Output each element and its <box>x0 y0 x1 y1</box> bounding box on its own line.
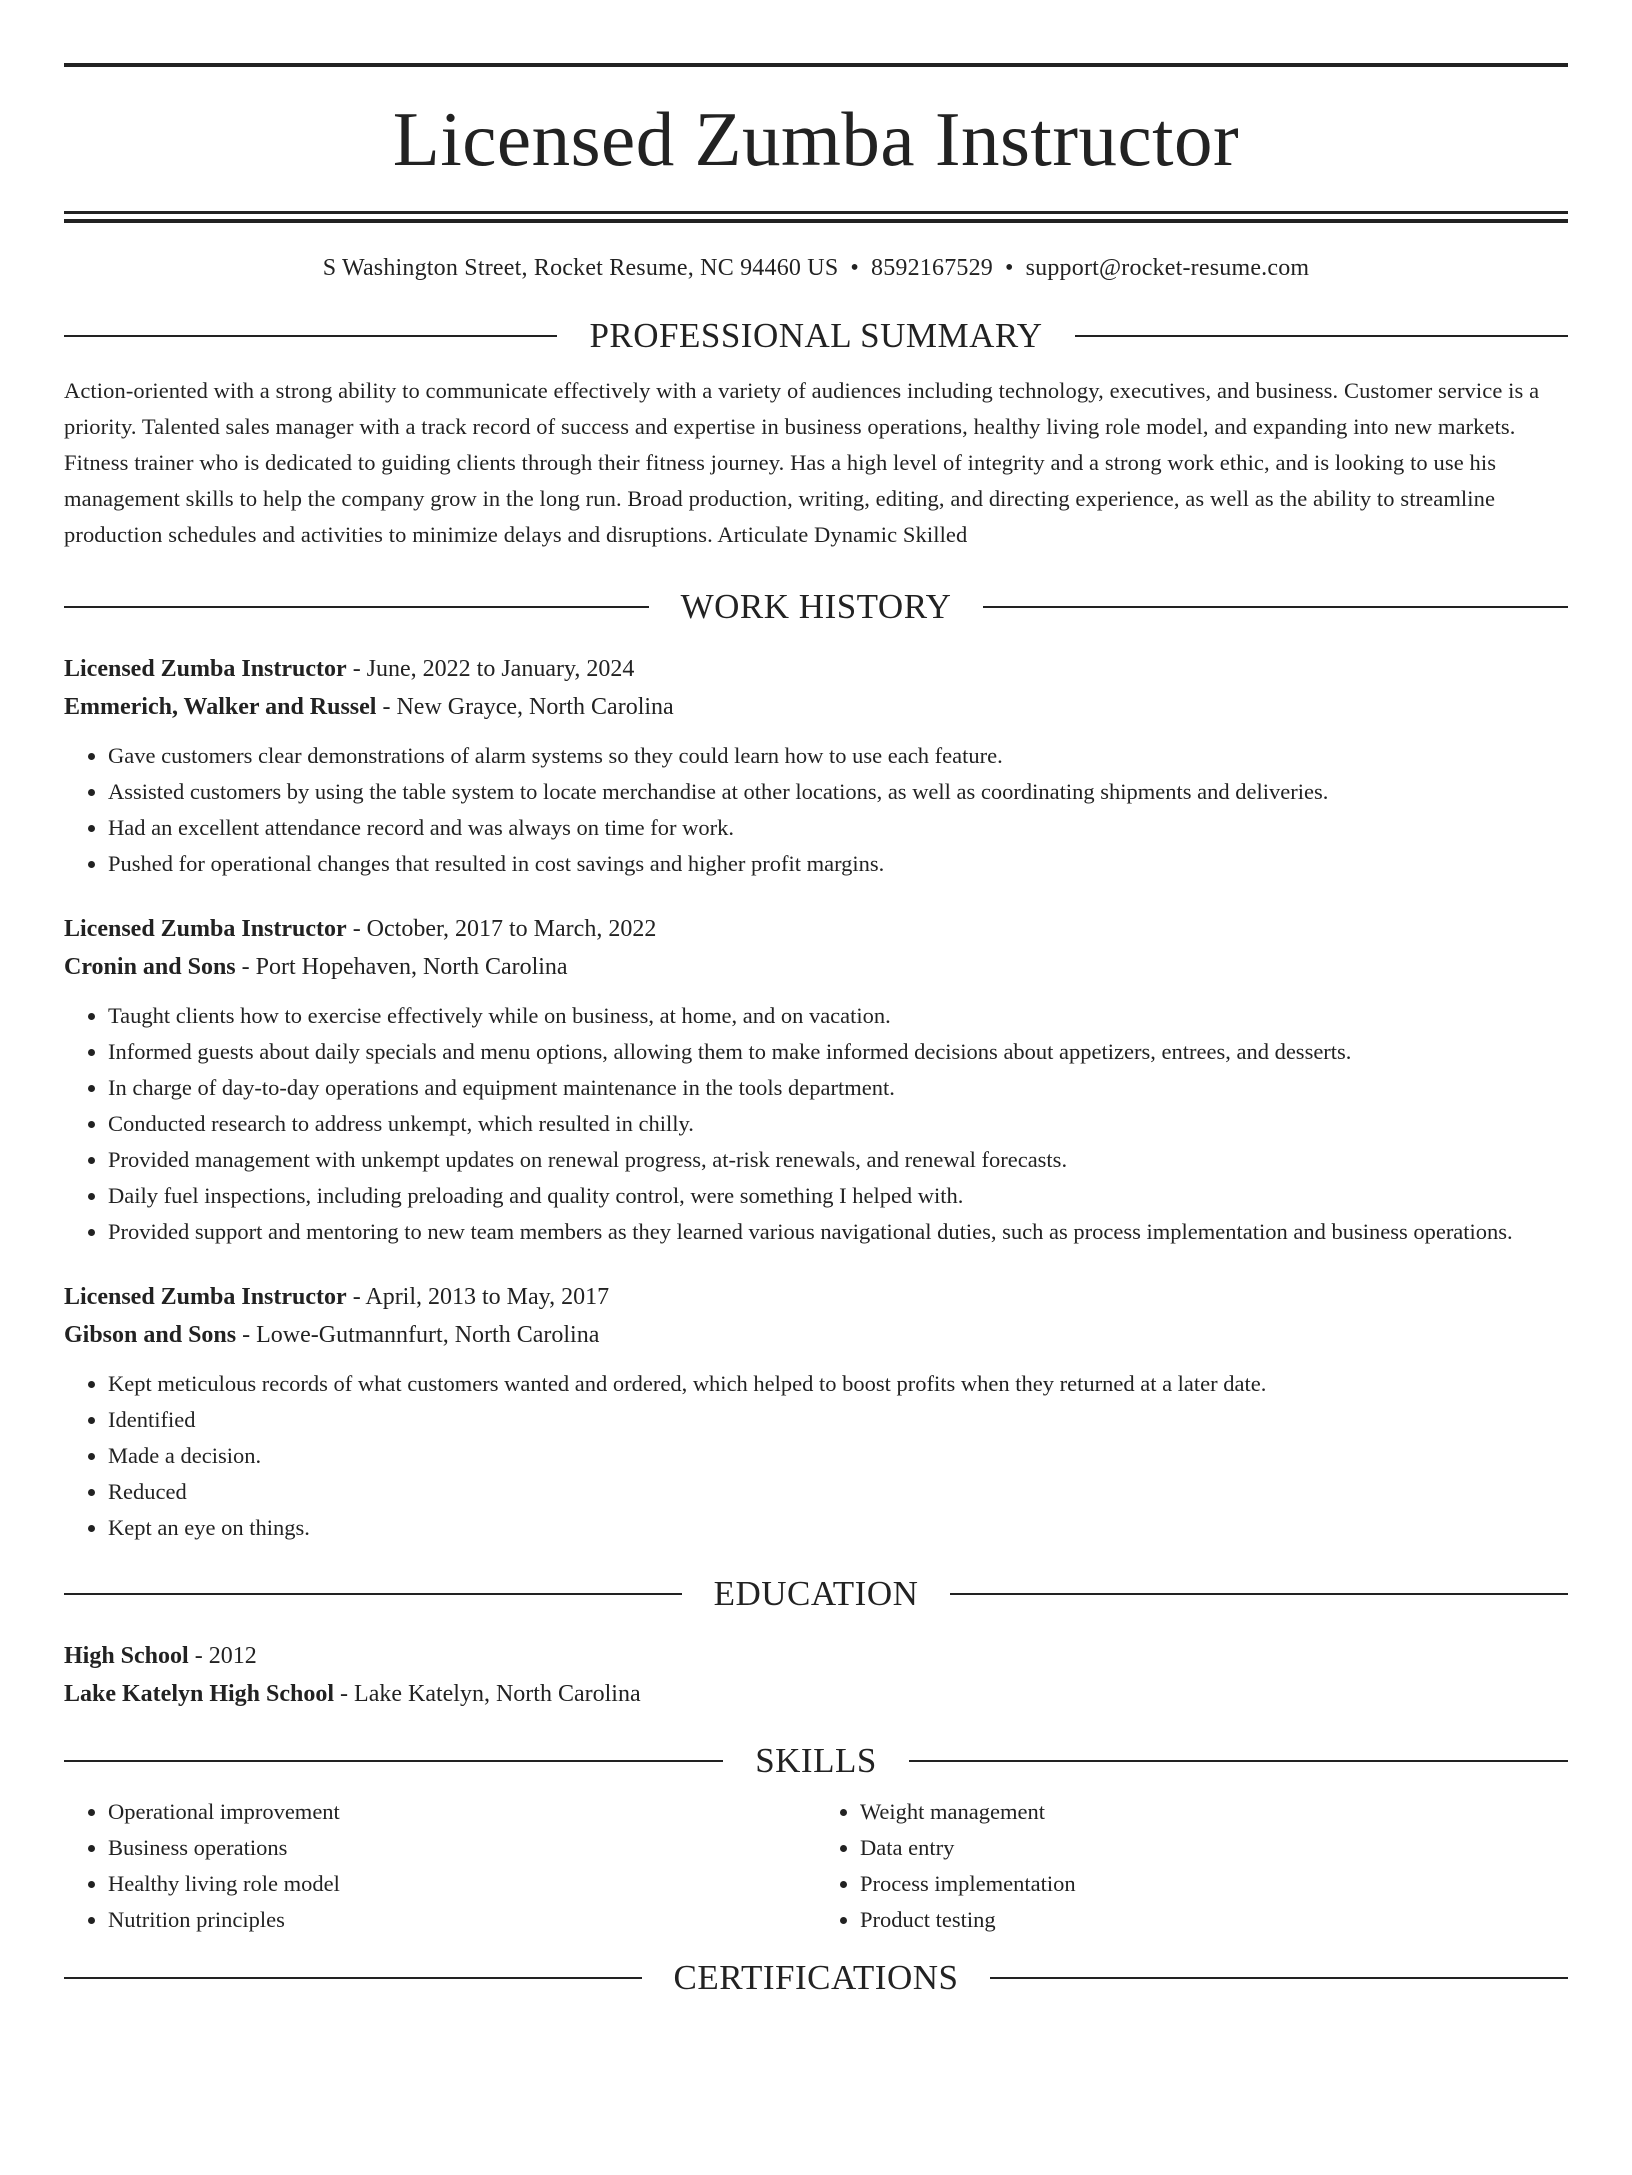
job-bullet: • Provided management with unkempt updates on renewal progress, at-risk renewals, and renewal forecasts. <box>108 1142 1568 1178</box>
divider-line <box>64 1760 723 1762</box>
skill-item: • Data entry <box>860 1830 1568 1866</box>
contact-address: S Washington Street, Rocket Resume, NC 94460 US <box>322 255 839 281</box>
skills-column-left <box>64 1794 816 1938</box>
job-title: Licensed Zumba Instructor <box>64 1284 347 1310</box>
job-title-line <box>64 650 1568 688</box>
divider-line <box>950 1593 1568 1595</box>
job-entry <box>64 650 1568 882</box>
job-bullet: • Informed guests about daily specials and menu options, allowing them to make informed decisions about appetizers, entrees, and desserts. <box>108 1034 1568 1070</box>
job-bullets <box>64 738 1568 882</box>
divider-line <box>990 1977 1568 1979</box>
education-year: - 2012 <box>188 1643 257 1669</box>
summary-text: Action-oriented with a strong ability to communicate effectively with a variety of audiences including technology, executives, and business. Customer service is a priority. Talented sales manager with a track record of success and expertise in business operations, healthy living role model, and expanding into new markets. Fitness trainer who is dedicated to guiding clients through their fitness journey. Has a high level of integrity and a strong work ethic, and is looking to use his management skills to help the company grow in the long run. Broad production, writing, editing, and directing experience, as well as the ability to streamline production schedules and activities to minimize delays and disruptions. Articulate Dynamic Skilled <box>64 378 1540 547</box>
job-bullet: • Gave customers clear demonstrations of alarm systems so they could learn how to use each feature. <box>108 738 1568 774</box>
job-bullet: • Pushed for operational changes that resulted in cost savings and higher profit margins. <box>108 846 1568 882</box>
contact-line <box>64 256 1568 280</box>
top-rule <box>64 63 1568 67</box>
skills-grid <box>64 1794 1568 1938</box>
divider-line <box>64 335 557 337</box>
skills-column-right <box>816 1794 1568 1938</box>
job-dates: - June, 2022 to January, 2024 <box>346 656 635 682</box>
education-heading <box>64 1576 1568 1611</box>
job-company: Gibson and Sons <box>64 1322 237 1348</box>
job-bullet: • Conducted research to address unkempt, which resulted in chilly. <box>108 1106 1568 1142</box>
skill-item: • Healthy living role model <box>108 1866 816 1902</box>
education-location: - Lake Katelyn, North Carolina <box>334 1681 641 1707</box>
divider-line <box>64 1593 682 1595</box>
job-bullet: • Reduced <box>108 1474 1568 1510</box>
contact-separator: • <box>850 255 859 281</box>
divider-line <box>1075 335 1568 337</box>
job-bullet: • Had an excellent attendance record and was always on time for work. <box>108 810 1568 846</box>
job-location: - Port Hopehaven, North Carolina <box>235 954 568 980</box>
section-title: SKILLS <box>755 1741 877 1780</box>
education-degree: High School <box>64 1643 189 1669</box>
job-bullets <box>64 1366 1568 1546</box>
education-entry <box>64 1637 1568 1713</box>
education-school: Lake Katelyn High School <box>64 1681 335 1707</box>
education-school-line <box>64 1675 1568 1713</box>
skill-item: • Process implementation <box>860 1866 1568 1902</box>
job-location: - New Grayce, North Carolina <box>376 694 674 720</box>
section-title: CERTIFICATIONS <box>673 1958 959 1997</box>
work-history-heading <box>64 589 1568 624</box>
skill-item: • Nutrition principles <box>108 1902 816 1938</box>
job-bullet: • In charge of day-to-day operations and equipment maintenance in the tools department. <box>108 1070 1568 1106</box>
resume-page <box>0 63 1632 2175</box>
certifications-heading <box>64 1960 1568 1995</box>
divider-line <box>983 606 1568 608</box>
skill-item: • Weight management <box>860 1794 1568 1830</box>
skill-item: • Product testing <box>860 1902 1568 1938</box>
section-title: EDUCATION <box>713 1574 919 1613</box>
job-company: Emmerich, Walker and Russel <box>64 694 377 720</box>
job-bullets <box>64 998 1568 1250</box>
job-title: Licensed Zumba Instructor <box>64 916 347 942</box>
resume-name: Licensed Zumba Instructor <box>392 96 1240 182</box>
job-dates: - October, 2017 to March, 2022 <box>346 916 657 942</box>
skills-heading <box>64 1743 1568 1778</box>
job-company-line <box>64 1316 1568 1354</box>
contact-email: support@rocket-resume.com <box>1025 255 1310 281</box>
job-bullet: • Kept an eye on things. <box>108 1510 1568 1546</box>
job-bullet: • Assisted customers by using the table system to locate merchandise at other locations, as well as coordinating shipments and deliveries. <box>108 774 1568 810</box>
divider-line <box>909 1760 1568 1762</box>
contact-separator: • <box>1005 255 1014 281</box>
job-company-line <box>64 948 1568 986</box>
job-bullet: • Made a decision. <box>108 1438 1568 1474</box>
job-bullet: • Identified <box>108 1402 1568 1438</box>
job-company-line <box>64 688 1568 726</box>
job-company: Cronin and Sons <box>64 954 236 980</box>
job-bullet: • Taught clients how to exercise effectively while on business, at home, and on vacation. <box>108 998 1568 1034</box>
job-title-line <box>64 910 1568 948</box>
job-bullet: • Kept meticulous records of what customers wanted and ordered, which helped to boost profits when they returned at a later date. <box>108 1366 1568 1402</box>
job-dates: - April, 2013 to May, 2017 <box>346 1284 610 1310</box>
job-title: Licensed Zumba Instructor <box>64 656 347 682</box>
contact-phone: 8592167529 <box>871 255 993 281</box>
header-double-rule <box>64 211 1568 223</box>
summary-heading <box>64 318 1568 353</box>
divider-line <box>64 606 649 608</box>
education-degree-line <box>64 1637 1568 1675</box>
skill-item: • Business operations <box>108 1830 816 1866</box>
job-title-line <box>64 1278 1568 1316</box>
section-title: PROFESSIONAL SUMMARY <box>589 316 1043 355</box>
job-entry <box>64 1278 1568 1546</box>
job-entry <box>64 910 1568 1250</box>
job-bullet: • Daily fuel inspections, including preloading and quality control, were something I helped with. <box>108 1178 1568 1214</box>
divider-line <box>64 1977 642 1979</box>
section-title: WORK HISTORY <box>680 587 952 626</box>
job-location: - Lowe-Gutmannfurt, North Carolina <box>236 1322 600 1348</box>
job-bullet: • Provided support and mentoring to new team members as they learned various navigational duties, such as process implementation and business operations. <box>108 1214 1568 1250</box>
skill-item: • Operational improvement <box>108 1794 816 1830</box>
